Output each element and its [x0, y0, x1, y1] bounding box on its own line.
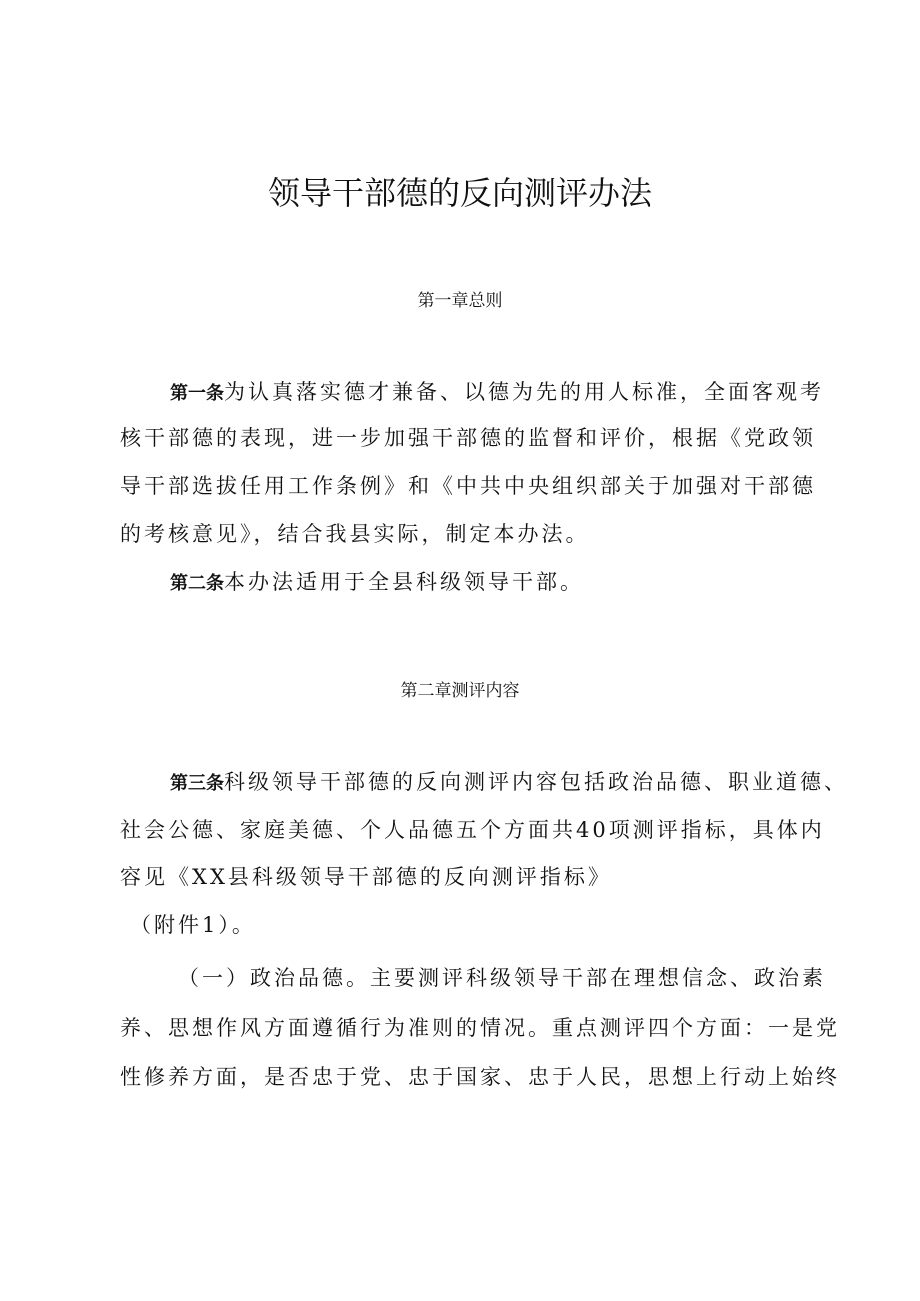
- article-1-line-3: 导干部选拔任用工作条例》和《中共中央组织部关于加强对干部德: [120, 474, 816, 498]
- section-1-line-2: 养、思想作风方面遵循行为准则的情况。重点测评四个方面：一是党: [120, 1016, 840, 1040]
- article-1-label: 第一条: [170, 383, 224, 404]
- article-1-text-1: 为认真落实德才兼备、以德为先的用人标准，全面客观考: [224, 380, 824, 404]
- chapter-heading-2: 第二章测评内容: [400, 681, 520, 701]
- article-3-line-4: （附件1）。: [130, 913, 256, 937]
- article-3-text-1: 科级领导干部德的反向测评内容包括政治品德、职业道德、: [224, 770, 848, 794]
- article-2-line: [170, 566, 584, 596]
- article-1-line-4: 的考核意见》，结合我县实际，制定本办法。: [120, 522, 590, 546]
- article-3-label: 第三条: [170, 773, 224, 794]
- article-3-line-1: [170, 766, 848, 796]
- section-1-line-1: （一）政治品德。主要测评科级领导干部在理想信念、政治素: [178, 966, 826, 990]
- section-1-line-3: 性修养方面，是否忠于党、忠于国家、忠于人民，思想上行动上始终: [120, 1065, 840, 1089]
- document-title: 领导干部德的反向测评办法: [267, 174, 652, 212]
- article-1-line-2: 核干部德的表现，进一步加强干部德的监督和评价，根据《党政领: [120, 426, 816, 450]
- article-2-label: 第二条: [170, 573, 224, 594]
- chapter-heading-1: 第一章总则: [417, 291, 503, 311]
- article-1-line-1: [170, 376, 824, 406]
- article-2-text: 本办法适用于全县科级领导干部。: [224, 570, 584, 594]
- article-3-line-3: 容见《XX县科级领导干部德的反向测评指标》: [120, 865, 612, 889]
- article-3-line-2: 社会公德、家庭美德、个人品德五个方面共40项测评指标，具体内: [120, 818, 825, 842]
